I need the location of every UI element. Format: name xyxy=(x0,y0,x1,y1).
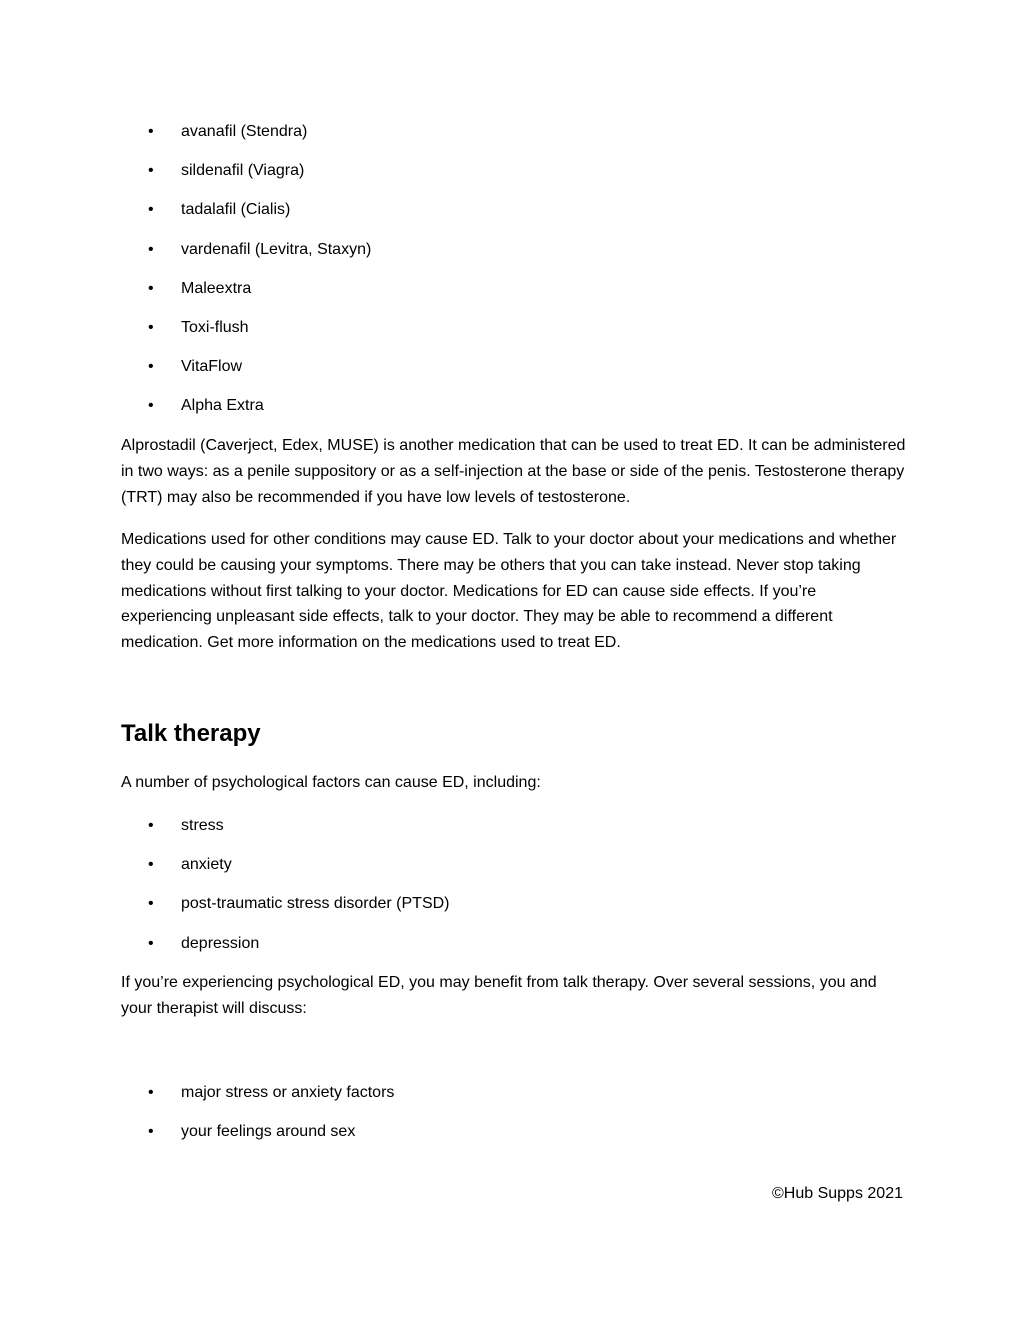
bullet-icon: • xyxy=(148,319,154,336)
bullet-icon: • xyxy=(148,895,154,913)
section-heading-talk-therapy: Talk therapy xyxy=(121,720,261,747)
bullet-icon: • xyxy=(148,1123,154,1141)
list-item xyxy=(0,1080,1024,1106)
list-item xyxy=(0,852,1024,878)
bullet-icon: • xyxy=(148,856,154,874)
bullet-icon: • xyxy=(148,934,154,952)
list-item-text: vardenafil (Levitra, Staxyn) xyxy=(181,240,372,258)
paragraph-medications: Medications used for other conditions may cause ED. Talk to your doctor about your medications and whether they could be causing your symptoms. There may be others that you can take instead. Never stop taking medications without first talking to your doctor. Medications for ED can cause side effects. If you’re experiencing unpleasant side effects, talk to your doctor. They may be able to recommend a different medication. Get more information on the medications used to treat ED. xyxy=(121,531,897,652)
list-item-text: sildenafil (Viagra) xyxy=(181,162,305,180)
bullet-icon: • xyxy=(148,279,154,297)
list-item xyxy=(0,197,1024,223)
list-item xyxy=(0,237,1024,263)
bullet-icon: • xyxy=(148,162,154,180)
list-item-text: tadalafil (Cialis) xyxy=(181,201,291,219)
paragraph-psychological-factors: A number of psychological factors can cause ED, including: xyxy=(121,774,541,791)
bullet-icon: • xyxy=(148,1084,154,1101)
list-item-text: avanafil (Stendra) xyxy=(181,123,308,140)
bullet-icon: • xyxy=(148,240,154,258)
bullet-icon: • xyxy=(148,358,154,376)
paragraph-alprostadil: Alprostadil (Caverject, Edex, MUSE) is another medication that can be used to treat ED. It can be administered in two ways: as a penile suppository or as a self-injection at the base or side of the penis. Testosterone therapy (TRT) may also be recommended if you have low levels of testosterone. xyxy=(121,437,906,506)
list-item xyxy=(0,119,1024,145)
bullet-icon: • xyxy=(148,123,154,140)
list-item-text: major stress or anxiety factors xyxy=(181,1084,395,1101)
bullet-icon: • xyxy=(148,397,154,415)
list-item-text: VitaFlow xyxy=(181,358,243,376)
list-item-text: post-traumatic stress disorder (PTSD) xyxy=(181,895,450,913)
list-item-text: Maleextra xyxy=(181,279,252,297)
bullet-icon: • xyxy=(148,201,154,219)
list-item-text: your feelings around sex xyxy=(181,1123,356,1141)
list-item xyxy=(0,276,1024,302)
copyright-footer: ©Hub Supps 2021 xyxy=(772,1185,903,1202)
list-item-text: Alpha Extra xyxy=(181,397,264,415)
list-item xyxy=(0,1119,1024,1145)
list-item-text: Toxi-flush xyxy=(181,319,249,336)
list-item xyxy=(0,354,1024,380)
bullet-icon: • xyxy=(148,817,154,834)
list-item xyxy=(0,315,1024,341)
list-item-text: depression xyxy=(181,934,260,952)
list-item-text: stress xyxy=(181,817,224,834)
list-item xyxy=(0,158,1024,184)
list-item xyxy=(0,393,1024,419)
list-item xyxy=(0,891,1024,917)
list-item-text: anxiety xyxy=(181,856,232,874)
list-item xyxy=(0,931,1024,957)
list-item xyxy=(0,813,1024,839)
paragraph-talk-therapy: If you’re experiencing psychological ED, you may benefit from talk therapy. Over several sessions, you and your therapist will discuss: xyxy=(121,974,877,1017)
